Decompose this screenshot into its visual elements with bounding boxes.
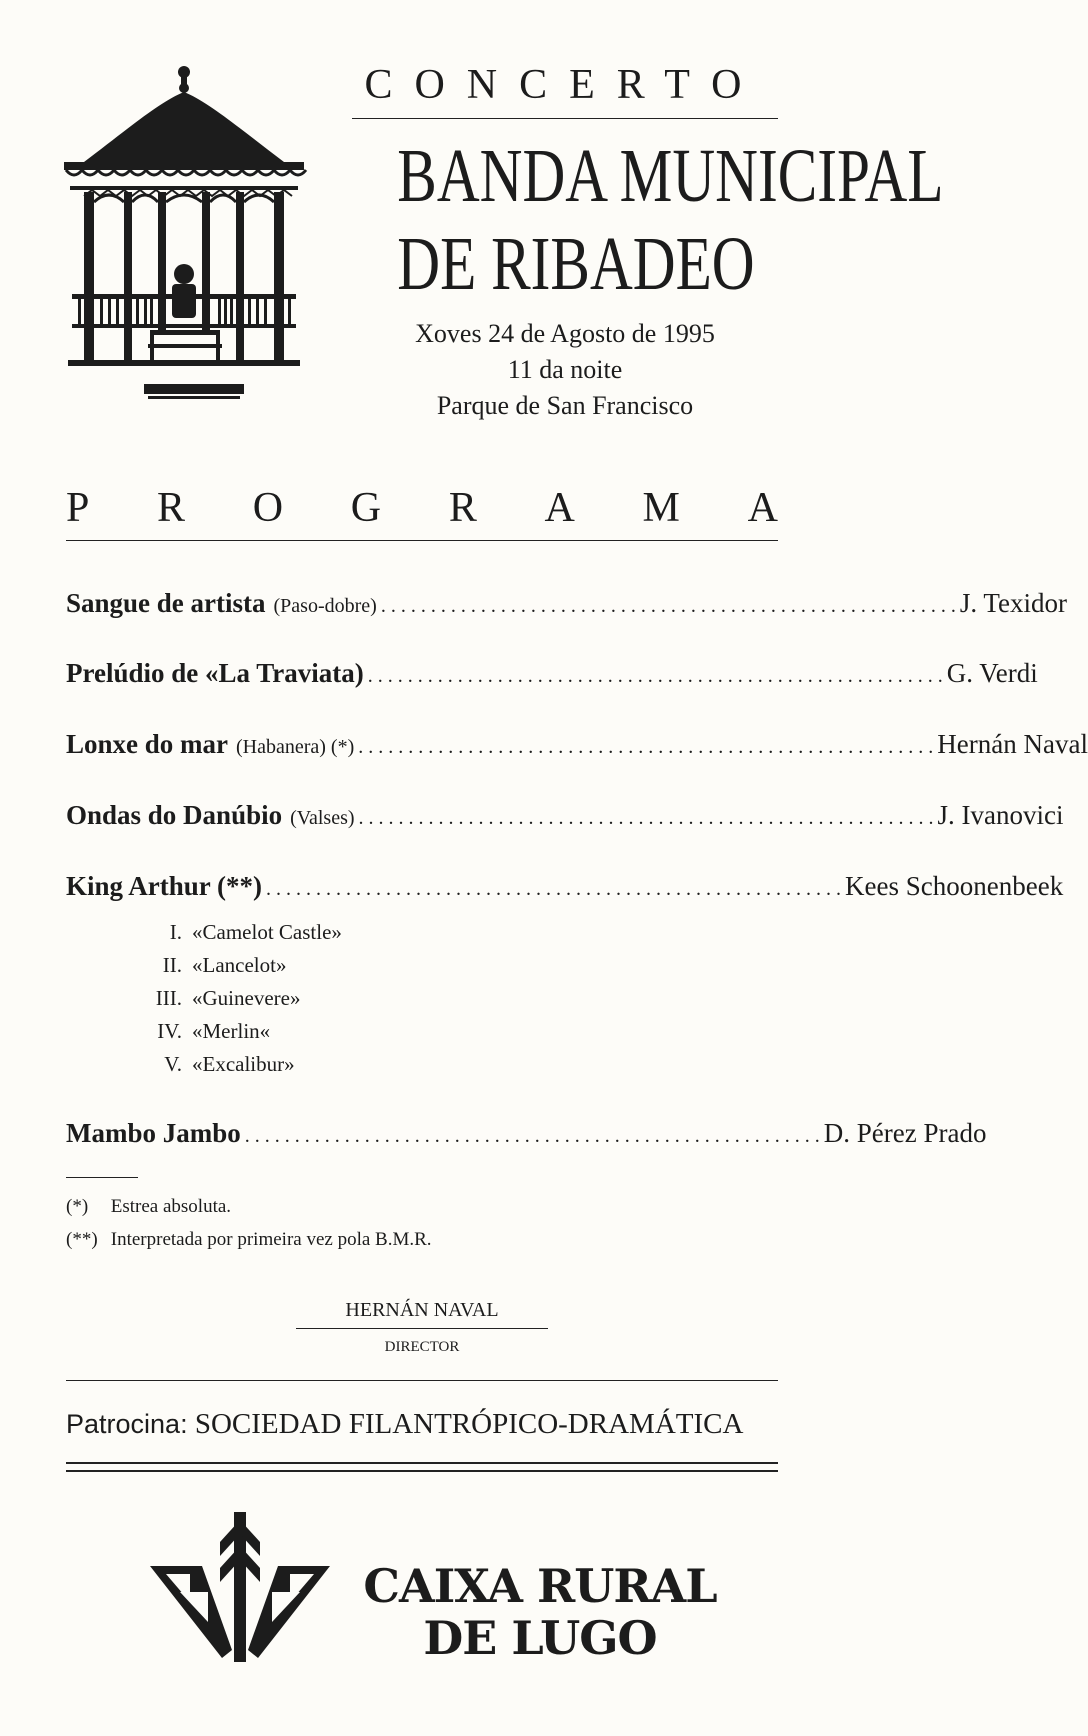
footnote-text: Estrea absoluta. <box>110 1196 232 1217</box>
movement <box>130 916 430 949</box>
piece-title: King Arthur (**) <box>66 871 263 901</box>
leader-dots <box>368 656 943 693</box>
band-name-line1: BANDA MUNICIPAL <box>397 134 944 218</box>
piece-title: Ondas do Danúbio <box>66 800 283 830</box>
movement-title: «Lancelot» <box>192 953 287 977</box>
movement <box>130 949 430 982</box>
movement-number: I. <box>169 920 182 944</box>
composer: D. Pérez Prado <box>823 1118 987 1148</box>
program-item <box>66 869 1064 906</box>
divider <box>296 1328 548 1329</box>
leader-dots <box>358 727 933 764</box>
event-venue: Parque de San Francisco <box>436 391 694 420</box>
movement-title: «Merlin« <box>192 1019 271 1043</box>
footnote <box>66 1223 778 1256</box>
piece-title: Mambo Jambo <box>66 1118 241 1148</box>
movement-number: III. <box>155 986 182 1010</box>
director-role: DIRECTOR <box>384 1339 460 1355</box>
concert-label: CONCERTO <box>364 62 764 108</box>
program-item <box>66 586 1067 623</box>
movement <box>130 1015 430 1048</box>
divider <box>66 1462 778 1464</box>
programa-letter: R <box>448 485 477 531</box>
divider <box>66 1380 778 1381</box>
program-item <box>66 1116 987 1153</box>
footnote-mark: (*) <box>66 1196 89 1217</box>
leader-dots <box>245 1116 820 1153</box>
movement <box>130 982 430 1015</box>
bandstand-icon <box>64 62 344 412</box>
program-item <box>66 656 1038 693</box>
programa-letter: R <box>157 485 186 531</box>
piece-note: (Paso-dobre) <box>273 595 377 617</box>
composer: J. Texidor <box>959 588 1067 618</box>
movement-number: V. <box>164 1052 182 1076</box>
footnotes <box>66 1190 778 1256</box>
movement-title: «Camelot Castle» <box>192 920 342 944</box>
band-name-line2: DE RIBADEO <box>397 222 755 306</box>
director-name: HERNÁN NAVAL <box>345 1299 499 1321</box>
composer: J. Ivanovici <box>937 800 1064 830</box>
divider <box>66 1177 138 1178</box>
movement-title: «Excalibur» <box>192 1052 295 1076</box>
piece-title: Sangue de artista <box>66 588 266 618</box>
program-item <box>66 727 1088 764</box>
piece-title: Prelúdio de «La Traviata) <box>66 658 364 688</box>
leader-dots <box>359 798 934 835</box>
movement-title: «Guinevere» <box>192 986 301 1010</box>
divider <box>66 1470 778 1472</box>
programa-letter: P <box>66 485 90 531</box>
movement <box>130 1048 430 1081</box>
footnote <box>66 1190 778 1223</box>
piece-title: Lonxe do mar <box>66 729 228 759</box>
footnote-mark: (**) <box>66 1229 98 1250</box>
event-time: 11 da noite <box>507 355 623 384</box>
programa-letter: A <box>544 485 575 531</box>
movements-list <box>130 916 430 1081</box>
programa-letter: G <box>350 485 382 531</box>
programa-letter: A <box>747 485 778 531</box>
sponsor-label: Patrocina: <box>66 1409 188 1439</box>
composer: G. Verdi <box>946 658 1038 688</box>
event-date: Xoves 24 de Agosto de 1995 <box>415 319 715 348</box>
leader-dots <box>381 586 956 623</box>
bank-name-line1: CAIXA RURAL <box>363 1559 717 1613</box>
piece-note: (Valses) <box>290 807 355 829</box>
wheat-logo-icon <box>150 1512 330 1662</box>
movement-number: IV. <box>157 1019 182 1043</box>
composer: Hernán Naval <box>937 729 1088 759</box>
event-info <box>370 316 760 424</box>
program-item <box>66 798 1064 835</box>
programa-letter: O <box>252 485 284 531</box>
sponsor-name: SOCIEDAD FILANTRÓPICO-DRAMÁTICA <box>194 1408 744 1440</box>
sponsor-line <box>66 1404 778 1444</box>
bank-name <box>360 1560 720 1664</box>
footnote-text: Interpretada por primeira vez pola B.M.R. <box>110 1229 432 1250</box>
leader-dots <box>266 869 841 906</box>
programa-letter: M <box>642 485 680 531</box>
divider <box>66 540 778 541</box>
programa-heading <box>66 484 778 532</box>
composer: Kees Schoonenbeek <box>845 871 1064 901</box>
bank-name-line2: DE LUGO <box>423 1611 657 1665</box>
piece-note: (Habanera) (*) <box>236 736 355 758</box>
divider <box>352 118 778 119</box>
movement-number: II. <box>162 953 182 977</box>
